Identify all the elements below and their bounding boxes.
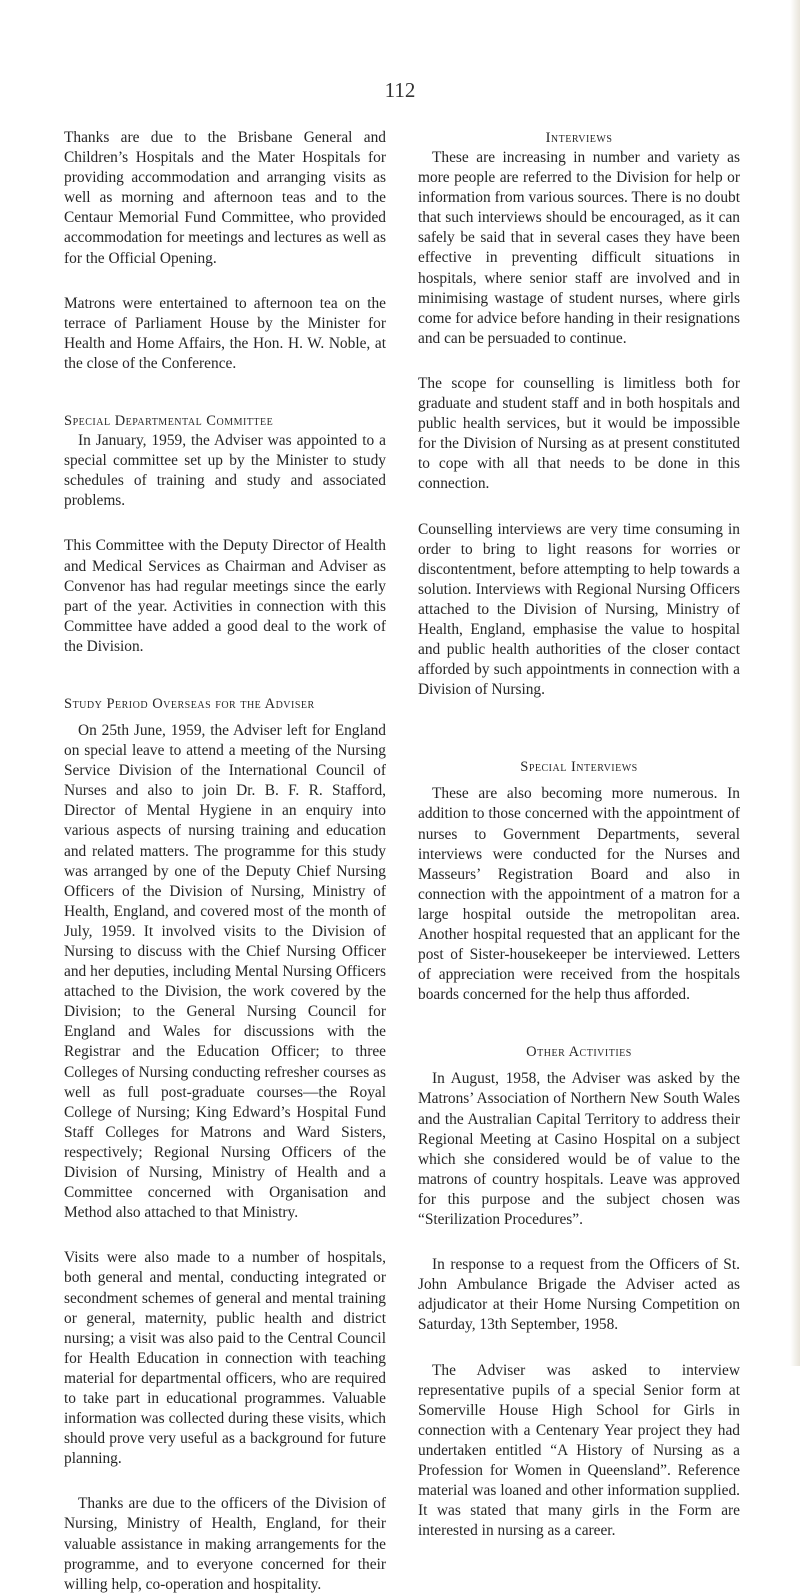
heading-study-period: Study Period Overseas for the Adviser bbox=[64, 695, 315, 712]
paragraph-matrons-tea: Matrons were entertained to afternoon tea on the terrace of Parliament House by the Minister for Health and Home Affairs, the Hon. H. W. Noble, at the close of the Conference. bbox=[64, 294, 386, 372]
heading-interviews: Interviews bbox=[545, 130, 613, 146]
paragraph-matrons-association: In August, 1958, the Adviser was asked by the Matrons’ Association of Northern New South Wales and the Australian Capital Territory to address their Regional Meeting at Casino Hospital on a subject which she considered would be of value to the matrons of country hospitals. Leave was approved for this purpose and the subject chosen was “Sterilization Procedures”. bbox=[418, 1070, 740, 1229]
page-number: 112 bbox=[384, 78, 416, 102]
heading-special-interviews: Special Interviews bbox=[520, 759, 638, 776]
paragraph-committee-appointment: In January, 1959, the Adviser was appointed to a special committee set up by the Minister to study schedules of training and study and associated problems. bbox=[64, 432, 386, 510]
paragraph-st-john-ambulance: In response to a request from the Officers of St. John Ambulance Brigade the Adviser acted as adjudicator at their Home Nursing Competition on Saturday, 13th September, 1958. bbox=[418, 1256, 740, 1334]
heading-special-committee: Special Departmental Committee bbox=[64, 413, 274, 430]
paragraph-committee-meetings: This Committee with the Deputy Director of Health and Medical Services as Chairman and Adviser as Convenor has had regular meetings since the early part of the year. Activities in connection with this Committee have added a good deal to the work of the Division. bbox=[64, 537, 386, 655]
paragraph-thanks-hospitals: Thanks are due to the Brisbane General and Children’s Hospitals and the Mater Hospitals for providing accommodation and arranging visits as well as morning and afternoon teas and to the Centaur Memorial Fund Committee, who provided accommodation for meetings and lectures as well as for the Official Opening. bbox=[64, 129, 386, 267]
paragraph-thanks-officers: Thanks are due to the officers of the Division of Nursing, Ministry of Health, England, for their valuable assistance in making arrangements for the programme, and to everyone concerned for their willing help, co-operation and hospitality. bbox=[64, 1495, 386, 1593]
left-column bbox=[64, 128, 386, 1595]
paragraph-hospital-visits: Visits were also made to a number of hospitals, both general and mental, conducting integrated or secondment schemes of general and mental training or general, maternity, public health and district nursing; a visit was also paid to the Central Council for Health Education in connection with teaching material for departmental officers, who are required to take part in educational programmes. Valuable information was collected during these visits, which should prove very useful as a background for future planning. bbox=[64, 1249, 386, 1468]
page-edge-shadow bbox=[790, 0, 800, 1366]
paragraph-special-interviews: These are also becoming more numerous. In addition to those concerned with the appointment of nurses to Government Departments, several interviews were conducted for the Nurses and Masseurs’ Registration Board and also in connection with the appointment of a matron for a large hospital outside the metropolitan area. Another hospital requested that an applicant for the post of Sister-housekeeper be interviewed. Letters of appreciation were received from the hospitals boards concerned for the help thus afforded. bbox=[418, 785, 740, 1004]
paragraph-counselling-scope: The scope for counselling is limitless both for graduate and student staff and in both hospitals and public health services, but it would be impossible for the Division of Nursing as at present constituted to cope with all that needs to be done in this connection. bbox=[418, 374, 740, 493]
right-column bbox=[418, 128, 740, 1541]
paragraph-counselling-time: Counselling interviews are very time consuming in order to bring to light reasons for worries or discontentment, before attempting to help towards a solution. Interviews with Regional Nursing Officers attached to the Division of Nursing, Ministry of Health, England, emphasise the value to hospital and public health authorities of the closer contact afforded by such appointments in connection with a Division of Nursing. bbox=[418, 520, 740, 699]
paragraph-study-england: On 25th June, 1959, the Adviser left for England on special leave to attend a meeting of the Nursing Service Division of the International Council of Nurses and also to join Dr. B. F. R. Stafford, Director of Mental Hygiene in an enquiry into various aspects of nursing training and education and related matters. The programme for this study was arranged by one of the Deputy Chief Nursing Officers of the Division of Nursing, Ministry of Health, England, and covered most of the month of July, 1959. It involved visits to the Division of Nursing to discuss with the Chief Nursing Officer and her deputies, including Mental Nursing Officers attached to the Division, the work covered by the Division; to the General Nursing Council for England and Wales for discussions with the Registrar and the Education Officer; to three Colleges of Nursing conducting refresher courses as well as full post-graduate courses—the Royal College of Nursing; King Edward’s Hospital Fund Staff Colleges for Matrons and Ward Sisters, respectively; Regional Nursing Officers of the Division of Nursing, Ministry of Health and a Committee concerned with Organisation and Method also attached to that Ministry. bbox=[64, 721, 386, 1222]
paragraph-somerville-house: The Adviser was asked to interview representative pupils of a special Senior form at Somerville House High School for Girls in connection with a Centenary Year project they had undertaken entitled “A History of Nursing as a Profession for Women in Queensland”. Reference material was loaned and other information supplied. It was stated that many girls in the Form are interested in nursing as a career. bbox=[418, 1361, 740, 1540]
paragraph-interviews-increasing: These are increasing in number and variety as more people are referred to the Division for help or information from various sources. There is no doubt that such interviews should be encouraged, as it can safely be said that in several cases they have been effective in preventing difficult situations in hospitals, where senior staff are involved and in minimising wastage of student nurses, where girls come for advice before handing in their resignations and can be persuaded to continue. bbox=[418, 149, 740, 347]
heading-other-activities: Other Activities bbox=[526, 1044, 632, 1061]
